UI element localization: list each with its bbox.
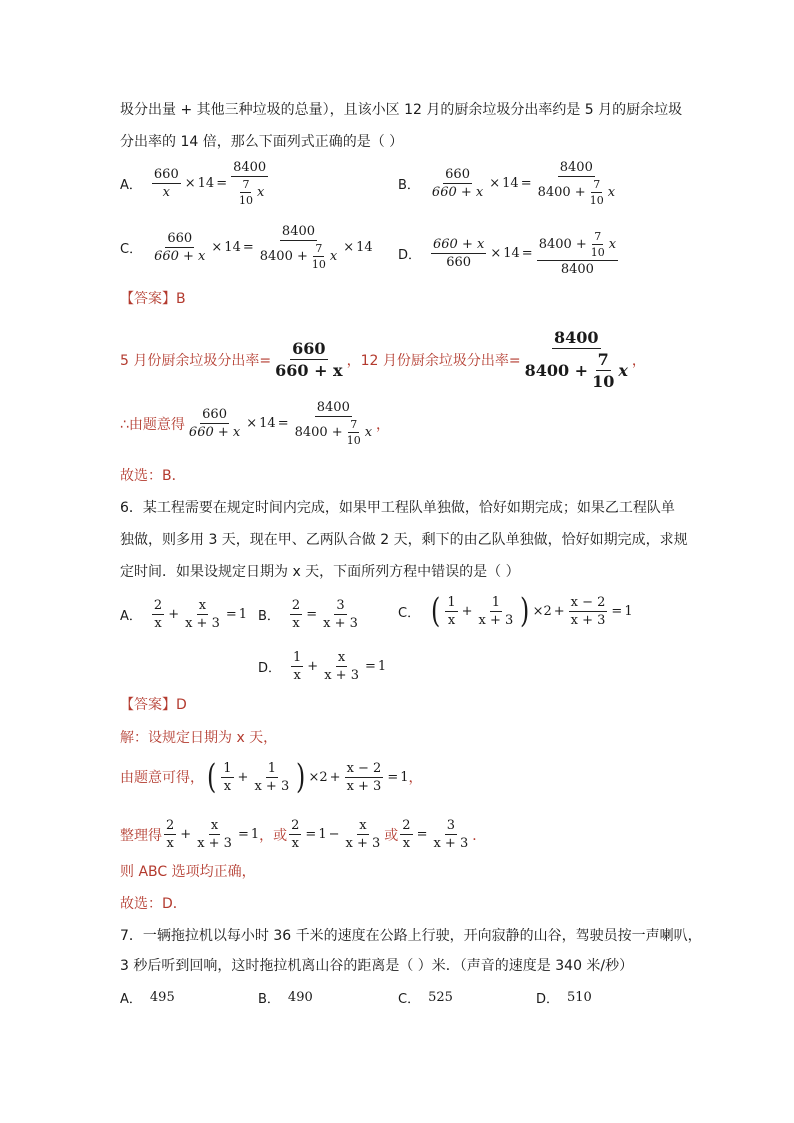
option-formula: ( $\frac{1}{x}$ + $\frac{1}{x + 3}$ ) ×2 + $\frac{x - 2}{x + 3}$ = 1 [431,591,633,631]
option-label: A． [120,609,142,624]
q6-option-b [258,598,362,631]
option-label: D． [536,992,560,1007]
option-formula: $\frac{660}{660 + x}$ × 14 = 8400 8400 + $\frac{7}{10}$ x × 14 [154,224,373,271]
option-value: 510 [567,990,592,1005]
option-formula: $\frac{660 + x}{660}$ × 14 = 8400 + $\frac{7}{10}$ x 8400 [433,230,617,277]
q6-solution-line-3: 整理得 $\frac{2}{x}$ + $\frac{x}{x + 3}$ = 1 ，或 $\frac{2}{x}$ = 1 − $\frac{x}{x + 3}$ 或 $\frac{2}{x}$ = $\frac{3}{x + 3}$ ． [120,818,487,851]
q6-solution-forms: $\frac{2}{x}$ + $\frac{x}{x + 3}$ = 1 [166,818,260,851]
q6-solution-line-2: 由题意可得， ( $\frac{1}{x}$ + $\frac{1}{x + 3}$ ) ×2 + $\frac{x - 2}{x + 3}$ = 1 ， [120,757,423,797]
option-formula: $\frac{2}{x}$ + $\frac{x}{x + 3}$ = 1 [153,598,248,631]
option-value: 495 [149,990,175,1005]
option-label: D． [258,661,282,676]
option-label: D． [398,248,422,263]
option-formula: $\frac{660}{660 + x}$ × 14 = 8400 8400 + $\frac{7}{10}$ x [431,160,616,207]
q6-solution-equation: ( $\frac{1}{x}$ + $\frac{1}{x + 3}$ ) ×2 + $\frac{x - 2}{x + 3}$ = 1 [206,757,409,797]
q7-option-d [536,988,592,1007]
q5-solution-line-2: ∴由题意得 $\frac{660}{660 + x}$ × 14 = 8400 8400 + $\frac{7}{10}$ x ， [120,400,391,447]
q5-option-c [120,224,373,271]
option-value: 525 [428,990,453,1005]
q5-conclusion: 故选：B． [120,468,186,484]
option-formula: $\frac{660}{x}$ × 14 = 8400 $\frac{7}{10}$ x [153,160,267,207]
q5-option-b [398,160,619,207]
q5-option-a [120,160,270,207]
option-formula: $\frac{2}{x}$ = $\frac{3}{x + 3}$ [291,598,358,631]
q6-option-d [258,650,386,683]
option-label: B． [258,992,280,1007]
option-label: A． [120,992,142,1007]
q6-solution-form-3: $\frac{2}{x}$ = $\frac{3}{x + 3}$ [402,818,469,851]
option-value: 490 [287,990,313,1005]
q6-option-c [398,591,633,631]
option-label: A． [120,178,142,193]
option-label: C． [398,992,421,1007]
q5-answer-tag: 【答案】B [120,291,186,307]
q5-solution-equation: $\frac{660}{660 + x}$ × 14 = 8400 8400 + $\frac{7}{10}$ x [188,400,373,447]
option-label: B． [398,178,420,193]
option-formula: $\frac{1}{x}$ + $\frac{x}{x + 3}$ = 1 [293,650,387,683]
q6-text-line-2: 独做，则多用 3 天，现在甲、乙两队合做 2 天，剩下的由乙队单独做，恰好如期完成，求规 [120,532,688,548]
q6-option-a [120,598,247,631]
q7-text-line-1: 7．一辆拖拉机以每小时 36 千米的速度在公路上行驶，开向寂静的山谷，驾驶员按一声喇叭， [120,928,702,944]
q5-text-line-2: 分出率的 14 倍，那么下面列式正确的是（ ） [120,134,404,150]
q6-solution-line-1: 解：设规定日期为 x 天， [120,730,278,746]
q6-solution-form-2: $\frac{2}{x}$ = 1 − $\frac{x}{x + 3}$ [291,818,381,851]
option-label: B． [258,609,280,624]
q5-option-d [398,230,620,277]
q6-answer-tag: 【答案】D [120,697,187,713]
q7-text-line-2: 3 秒后听到回响，这时拖拉机离山谷的距离是（ ）米．（声音的速度是 340 米/秒） [120,958,634,974]
q7-option-a [120,988,175,1007]
q7-option-b [258,988,313,1007]
q7-option-c [398,988,453,1007]
option-label: C． [120,242,143,257]
q5-solution-frac-dec: 8400 8400 + $\frac{7}{10}$ x [524,328,628,391]
option-label: C． [398,605,421,621]
q5-solution-line-1: 5 月份厨余垃圾分出率= $\frac{660}{660 + x}$ ，12 月份厨余垃圾分出率= 8400 8400 + $\frac{7}{10}$ x ， [120,328,646,391]
q6-solution-line-4: 则 ABC 选项均正确， [120,864,256,880]
q6-text-line-3: 定时间．如果设规定日期为 x 天，下面所列方程中错误的是（ ） [120,564,520,580]
q5-solution-frac-may: $\frac{660}{660 + x}$ [275,339,343,380]
q6-conclusion: 故选：D． [120,896,187,912]
q5-text-line-1: 圾分出量 + 其他三种垃圾的总量），且该小区 12 月的厨余垃圾分出率约是 5 月的厨余垃圾 [120,102,683,118]
q6-text-line-1: 6．某工程需要在规定时间内完成，如果甲工程队单独做，恰好如期完成；如果乙工程队单 [120,500,675,516]
